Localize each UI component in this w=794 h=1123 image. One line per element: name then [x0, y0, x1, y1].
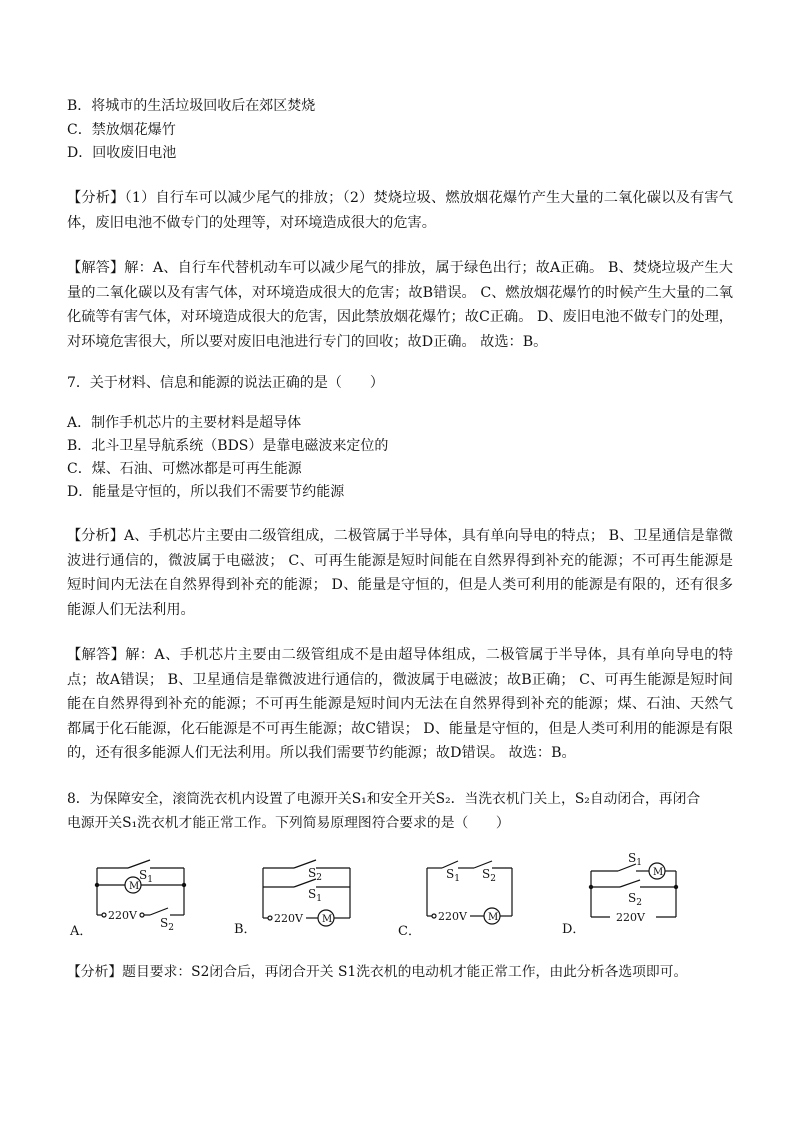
- q7-stem: 7．关于材料、信息和能源的说法正确的是（ ）: [67, 375, 384, 391]
- svg-text:M: M: [322, 914, 333, 925]
- svg-text:220V: 220V: [274, 912, 303, 925]
- q8-stem-line1: 8．为保障安全，滚筒洗衣机内设置了电源开关S₁和安全开关S₂．当洗衣机门关上，S₂自动闭合，再闭合: [67, 791, 701, 807]
- svg-text:S2: $S_2$: [628, 891, 642, 908]
- svg-text:220V: 220V: [438, 910, 467, 923]
- q8-option-b-label: B．: [234, 922, 257, 937]
- q8-option-a-label: A．: [70, 924, 93, 939]
- svg-text:M: M: [129, 881, 140, 892]
- q7-option-b: B．北斗卫星导航系统（BDS）是靠电磁波来定位的: [67, 438, 389, 454]
- q6-option-d: D．回收废旧电池: [67, 145, 177, 161]
- circuit-diagram-c: [418, 852, 528, 932]
- q8-option-c-label: C．: [398, 924, 421, 939]
- q8-option-d-label: D．: [562, 922, 586, 937]
- svg-text:220V: 220V: [108, 909, 137, 922]
- q7-option-c: C．煤、石油、可燃冰都是可再生能源: [67, 461, 302, 477]
- svg-text:S1: $S_1$: [308, 887, 322, 904]
- svg-text:S1: $S_1$: [139, 868, 153, 885]
- q6-analysis: 【分析】（1）自行车可以减少尾气的排放；（2）焚烧垃圾、燃放烟花爆竹产生大量的二氧化碳以及有害气体，废旧电池不做专门的处理等，对环境造成很大的危害。: [67, 190, 733, 231]
- q8-stem-line2: 电源开关S₁洗衣机才能正常工作。下列简易原理图符合要求的是（ ）: [67, 815, 510, 831]
- svg-text:M: M: [488, 912, 499, 923]
- q7-option-d: D．能量是守恒的，所以我们不需要节约能源: [67, 484, 345, 500]
- q7-solution: 【解答】解：A、手机芯片主要由二级管组成不是由超导体组成，二极管属于半导体，具有单向导电的特点；故A错误； B、卫星通信是靠微波进行通信的，微波属于电磁波；故B正确； C、可再生能源是短时间能在自然界得到补充的能源；不可再生能源是短时间内无法在自然界得到补充的能源；煤、石油、天然气都属于化石能源，化石能源是不可再生能源；故C错误； D、能量是守恒的，但是人类可利用的能源是有限的，还有很多能源人们无法利用。所以我们需要节约能源；故D错误。 故选：B。: [67, 647, 733, 761]
- q7-analysis: 【分析】A、手机芯片主要由二级管组成，二极管属于半导体，具有单向导电的特点； B、卫星通信是靠微波进行通信的，微波属于电磁波； C、可再生能源是短时间能在自然界得到补充的能源；不可再生能源是短时间内无法在自然界得到补充的能源； D、能量是守恒的，但是人类可利用的能源是有限的，还有很多能源人们无法利用。: [67, 528, 733, 618]
- svg-text:M: M: [653, 867, 664, 878]
- svg-text:S1: $S_1$: [446, 867, 460, 884]
- circuit-diagram-a: [88, 852, 198, 932]
- svg-text:S2: $S_2$: [308, 866, 322, 883]
- circuit-diagram-b: [254, 852, 364, 932]
- svg-text:220V: 220V: [616, 911, 645, 924]
- q8-analysis: 【分析】题目要求：S2闭合后，再闭合开关 S1洗衣机的电动机才能正常工作，由此分析各选项即可。: [67, 964, 688, 980]
- svg-text:S2: $S_2$: [482, 867, 496, 884]
- q6-option-b: B．将城市的生活垃圾回收后在郊区焚烧: [67, 98, 316, 114]
- q6-option-c: C．禁放烟花爆竹: [67, 122, 176, 138]
- circuit-diagram-d: [582, 852, 692, 932]
- svg-text:S2: $S_2$: [160, 916, 174, 932]
- q7-option-a: A．制作手机芯片的主要材料是超导体: [67, 415, 302, 431]
- q6-solution: 【解答】解：A、自行车代替机动车可以减少尾气的排放，属于绿色出行；故A正确。 B、焚烧垃圾产生大量的二氧化碳以及有害气体，对环境造成很大的危害；故B错误。 C、燃放烟花爆竹的时候产生大量的二氧化硫等有害气体，对环境造成很大的危害，因此禁放烟花爆竹；故C正确。 D、废旧电池不做专门的处理，对环境危害很大，所以要对废旧电池进行专门的回收；故D正确。 故选：B。: [67, 260, 733, 350]
- svg-text:S1: $S_1$: [628, 852, 642, 868]
